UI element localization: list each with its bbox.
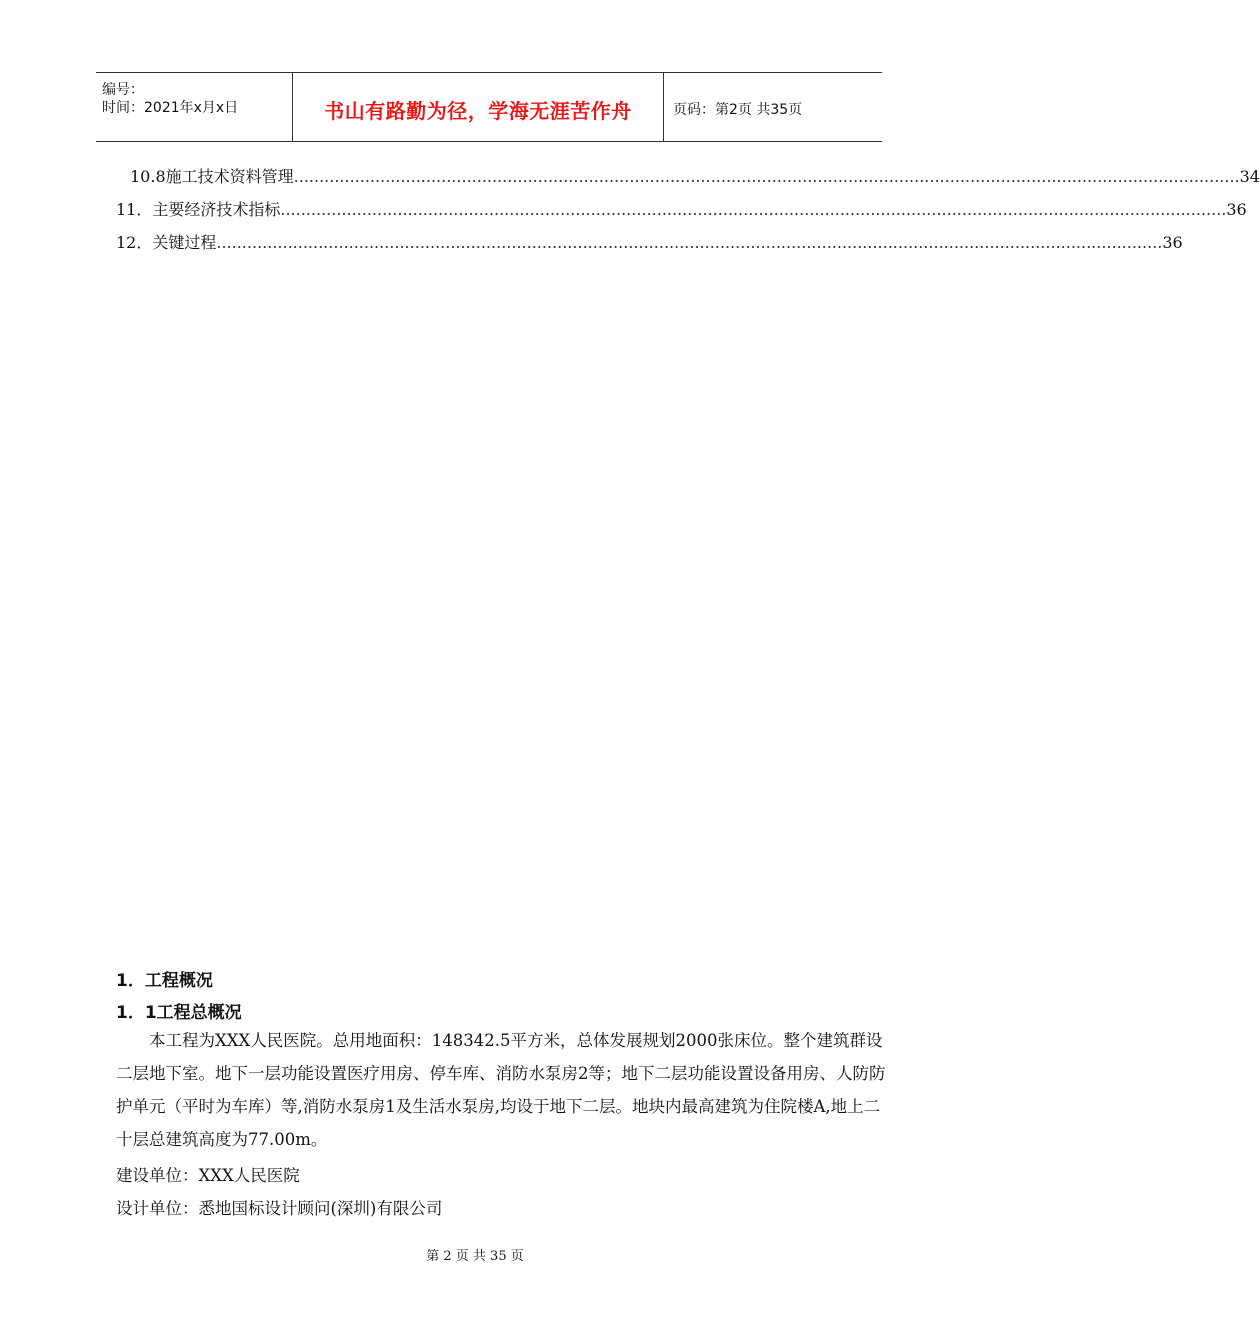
page-footer: 第 2 页 共 35 页 bbox=[426, 1249, 524, 1264]
toc-entry-page: 34 bbox=[1239, 167, 1260, 186]
page-header bbox=[96, 72, 882, 142]
toc-entry-title: 11．主要经济技术指标 bbox=[116, 200, 281, 219]
toc-leader-dots: .......................................................................................................................................................................................... bbox=[280, 200, 1227, 219]
toc-leader-dots: .......................................................................................................................................................................................... bbox=[293, 167, 1240, 186]
toc-entry-title: 10.8施工技术资料管理 bbox=[130, 167, 294, 186]
toc-entry-page: 36 bbox=[1226, 200, 1247, 219]
header-page-cell bbox=[663, 73, 882, 141]
header-slogan-cell bbox=[292, 73, 664, 141]
header-slogan: 书山有路勤为径，学海无涯苦作舟 bbox=[324, 99, 632, 123]
header-page-info: 页码：第2页 共35页 bbox=[673, 102, 803, 118]
toc-leader-dots: .......................................................................................................................................................................................... bbox=[216, 233, 1163, 252]
toc-entry-title: 12．关键过程 bbox=[116, 233, 217, 252]
toc-entry[interactable] bbox=[116, 230, 1183, 253]
toc-entry[interactable] bbox=[130, 164, 1260, 187]
section-heading: 1．工程概况 bbox=[116, 971, 213, 991]
document-time-label: 时间：2021年x月x日 bbox=[102, 100, 239, 116]
construction-unit: 建设单位：XXX人民医院 bbox=[116, 1166, 300, 1185]
toc-entry-page: 36 bbox=[1162, 233, 1183, 252]
header-meta-cell bbox=[96, 73, 292, 141]
design-unit: 设计单位：悉地国标设计顾问(深圳)有限公司 bbox=[116, 1199, 443, 1218]
document-number-label: 编号： bbox=[102, 82, 144, 98]
toc-entry[interactable] bbox=[116, 197, 1247, 220]
subsection-heading: 1．1工程总概况 bbox=[116, 1003, 242, 1023]
overview-paragraph: 本工程为XXX人民医院。总用地面积：148342.5平方米，总体发展规划2000张床位。整个建筑群设二层地下室。地下一层功能设置医疗用房、停车库、消防水泵房2等；地下二层功能设置设备用房、人防防护单元（平时为车库）等,消防水泵房1及生活水泵房,均设于地下二层。地块内最高建筑为住院楼A,地上二十层总建筑高度为77.00m。 bbox=[116, 1031, 886, 1149]
